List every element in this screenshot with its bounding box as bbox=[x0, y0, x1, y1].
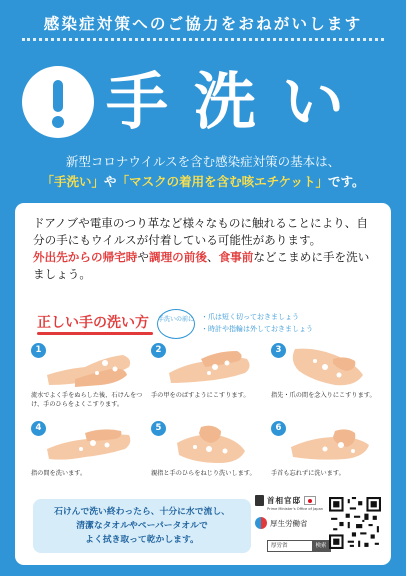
title-row bbox=[0, 58, 406, 150]
tip-item: ・時計や指輪は外しておきましょう bbox=[201, 325, 313, 333]
intro-ending: です。 bbox=[327, 174, 365, 189]
between-fingers-icon bbox=[45, 423, 135, 467]
thumb-twist-icon bbox=[165, 423, 255, 467]
section-title bbox=[37, 312, 149, 332]
timing-returning-home: 外出先からの帰宅時 bbox=[33, 250, 138, 264]
step-number: 1 bbox=[31, 343, 46, 358]
drying-note-line: よく拭き取って乾かします。 bbox=[85, 535, 199, 545]
intro-text bbox=[0, 152, 406, 192]
kantei-logo bbox=[255, 495, 316, 506]
card-paragraph-1: ドアノブや電車のつり革など様々なものに触れることにより、自分の手にもウイルスが付着している可能性があります。 bbox=[33, 216, 368, 247]
connector-2: 、 bbox=[206, 250, 219, 264]
mhlw-emblem-icon bbox=[255, 517, 267, 529]
tips-list bbox=[201, 311, 313, 335]
step-3 bbox=[271, 343, 391, 419]
drying-note-line: 清潔なタオルやペーパータオルで bbox=[76, 521, 208, 531]
step-number: 6 bbox=[271, 421, 286, 436]
intro-highlight-mask: 「マスクの着用を含む咳エチケット」 bbox=[116, 174, 328, 189]
intro-highlight-handwash: 「手洗い」 bbox=[41, 174, 105, 189]
exclamation-icon bbox=[22, 66, 94, 138]
fingertips-icon bbox=[285, 345, 375, 389]
step-6 bbox=[271, 421, 391, 497]
kantei-subtitle: Prime Minister's Office of Japan bbox=[267, 507, 324, 511]
step-number: 3 bbox=[271, 343, 286, 358]
step-caption: 手首も忘れずに洗います。 bbox=[271, 470, 345, 477]
step-2 bbox=[151, 343, 271, 419]
timing-before-meal: 食事前 bbox=[218, 250, 254, 264]
japan-flag-icon bbox=[304, 496, 316, 505]
mhlw-name: 厚生労働省 bbox=[270, 518, 308, 528]
card-body bbox=[33, 215, 379, 283]
logos bbox=[255, 495, 327, 561]
search-button[interactable]: 検索 bbox=[312, 541, 330, 551]
step-5 bbox=[151, 421, 271, 497]
search-box[interactable] bbox=[267, 540, 331, 552]
connector-1: や bbox=[137, 250, 149, 264]
tip-item: ・爪は短く切っておきましょう bbox=[201, 313, 299, 321]
info-card bbox=[15, 203, 391, 565]
card-paragraph-2 bbox=[33, 249, 379, 283]
mhlw-logo bbox=[255, 517, 308, 529]
step-number: 2 bbox=[151, 343, 166, 358]
back-of-hand-icon bbox=[165, 345, 255, 389]
intro-line-2 bbox=[0, 172, 406, 192]
step-caption: 指先・爪の間を念入りにこすります。 bbox=[271, 392, 376, 399]
kantei-emblem-icon bbox=[255, 495, 264, 506]
section-title-text: 正しい手の洗い方 bbox=[37, 315, 149, 331]
search-input[interactable]: 厚労省 bbox=[271, 543, 288, 549]
page-title: 手洗い bbox=[106, 65, 371, 138]
section-underline bbox=[37, 332, 153, 335]
step-caption: 指の間を洗います。 bbox=[31, 470, 87, 477]
step-caption: 流水でよく手をぬらした後、石けんをつけ、手のひらをよくこすります。 bbox=[31, 392, 143, 408]
timing-cooking: 調理の前後 bbox=[148, 250, 207, 264]
step-1 bbox=[31, 343, 151, 419]
page-subtitle: 感染症対策へのご協力をおねがいします bbox=[43, 15, 363, 33]
step-4 bbox=[31, 421, 151, 497]
step-caption: 手の甲をのばすようにこすります。 bbox=[151, 392, 250, 399]
dotted-divider bbox=[22, 38, 384, 41]
wrist-icon bbox=[285, 423, 375, 467]
palms-rubbing-icon bbox=[45, 345, 135, 389]
step-number: 5 bbox=[151, 421, 166, 436]
step-number: 4 bbox=[31, 421, 46, 436]
top-banner bbox=[0, 0, 406, 54]
drying-note-line: 石けんで洗い終わったら、十分に水で流し、 bbox=[54, 507, 230, 517]
kantei-name: 首相官邸 bbox=[267, 496, 301, 505]
drying-note bbox=[33, 499, 251, 553]
qr-code-icon[interactable] bbox=[329, 497, 381, 549]
paragraph-2-rest: などこまめに手を洗いましょう。 bbox=[33, 250, 370, 281]
tip-badge: 手洗いの前に bbox=[157, 309, 195, 339]
intro-line-1: 新型コロナウイルスを含む感染症対策の基本は、 bbox=[65, 154, 341, 169]
intro-connector: や bbox=[104, 174, 117, 189]
step-caption: 親指と手のひらをねじり洗いします。 bbox=[151, 470, 256, 477]
